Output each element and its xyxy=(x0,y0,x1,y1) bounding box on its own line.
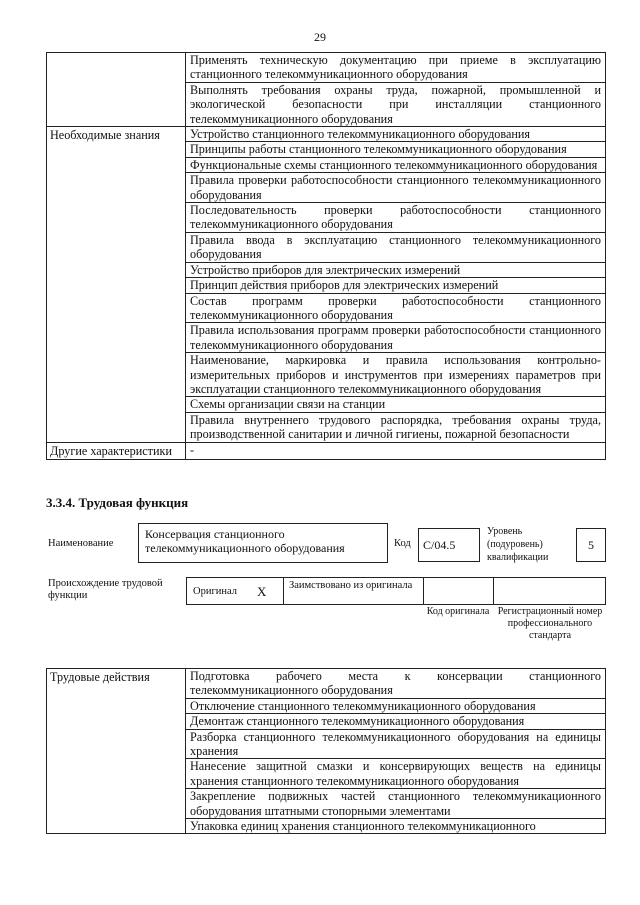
origin-table xyxy=(186,577,606,605)
row-value: Правила ввода в эксплуатацию станционного телекоммуникационного оборудования xyxy=(186,232,606,262)
row-value: Упаковка единиц хранения станционного телекоммуникационного xyxy=(186,819,606,834)
row-value: Устройство приборов для электрических измерений xyxy=(186,262,606,277)
row-value: Устройство станционного телекоммуникационного оборудования xyxy=(186,127,606,142)
row-value: Правила использования программ проверки работоспособности станционного телекоммуникационного оборудования xyxy=(186,323,606,353)
labor-actions-label: Трудовые действия xyxy=(47,669,186,834)
name-label: Наименование xyxy=(48,538,114,549)
origin-label: Происхождение трудовой функции xyxy=(48,578,163,601)
row-value: Схемы организации связи на станции xyxy=(186,397,606,412)
original-mark: X xyxy=(257,584,267,599)
code-field: С/04.5 xyxy=(418,528,480,562)
labor-actions-table xyxy=(46,668,606,834)
page-number: 29 xyxy=(314,30,326,44)
code-label: Код xyxy=(394,538,411,549)
table-row xyxy=(47,127,606,142)
row-value: Отключение станционного телекоммуникационного оборудования xyxy=(186,698,606,713)
row-label xyxy=(47,53,186,127)
cell-divider xyxy=(423,578,424,605)
table-row xyxy=(47,669,606,699)
original-label: Оригинал xyxy=(193,586,237,597)
row-value: Принципы работы станционного телекоммуникационного оборудования xyxy=(186,142,606,157)
qualification-level-label: Уровень (подуровень) квалификации xyxy=(487,526,549,563)
row-value: Принцип действия приборов для электрических измерений xyxy=(186,278,606,293)
row-value: Правила проверки работоспособности станционного телекоммуникационного оборудования xyxy=(186,173,606,203)
row-value: Функциональные схемы станционного телекоммуникационного оборудования xyxy=(186,157,606,172)
reg-number-caption: Регистрационный номер профессионального стандарта xyxy=(497,606,603,641)
borrowed-label: Заимствовано из оригинала xyxy=(289,580,413,591)
row-value: Применять техническую документацию при приеме в эксплуатацию станционного телекоммуникационного оборудования xyxy=(186,53,606,83)
row-value: Разборка станционного телекоммуникационного оборудования на единицы хранения xyxy=(186,729,606,759)
table-row xyxy=(47,442,606,459)
row-value: Наименование, маркировка и правила использования контрольно-измерительных приборов и инструментов при измерениях параметров при эксплуатации станционного телекоммуникационного оборудования xyxy=(186,353,606,397)
cell-divider xyxy=(283,578,284,605)
row-value: Выполнять требования охраны труда, пожарной, промышленной и экологической безопасности при инсталляции станционного телекоммуникационного оборудования xyxy=(186,82,606,126)
row-value: Закрепление подвижных частей станционного телекоммуникационного оборудования штатными стопорными элементами xyxy=(186,789,606,819)
code-original-caption: Код оригинала xyxy=(426,606,490,617)
level-field: 5 xyxy=(576,528,606,562)
function-name-field: Консервация станционного телекоммуникационного оборудования xyxy=(138,523,388,563)
row-value: Правила внутреннего трудового распорядка, требования охраны труда, производственной санитарии и личной гигиены, пожарной безопасности xyxy=(186,412,606,442)
row-value: Последовательность проверки работоспособности станционного телекоммуникационного оборудования xyxy=(186,203,606,233)
required-knowledge-label: Необходимые знания xyxy=(47,127,186,443)
other-characteristics-label: Другие характеристики xyxy=(47,442,186,459)
row-value: Нанесение защитной смазки и консервирующих веществ на единицы хранения станционного телекоммуникационного оборудования xyxy=(186,759,606,789)
row-value: - xyxy=(186,442,606,459)
row-value: Подготовка рабочего места к консервации станционного телекоммуникационного оборудования xyxy=(186,669,606,699)
row-value: Состав программ проверки работоспособности станционного телекоммуникационного оборудования xyxy=(186,293,606,323)
cell-divider xyxy=(493,578,494,605)
row-value: Демонтаж станционного телекоммуникационного оборудования xyxy=(186,714,606,729)
skills-knowledge-table xyxy=(46,52,606,460)
section-heading: 3.3.4. Трудовая функция xyxy=(46,495,189,510)
table-row xyxy=(47,53,606,83)
